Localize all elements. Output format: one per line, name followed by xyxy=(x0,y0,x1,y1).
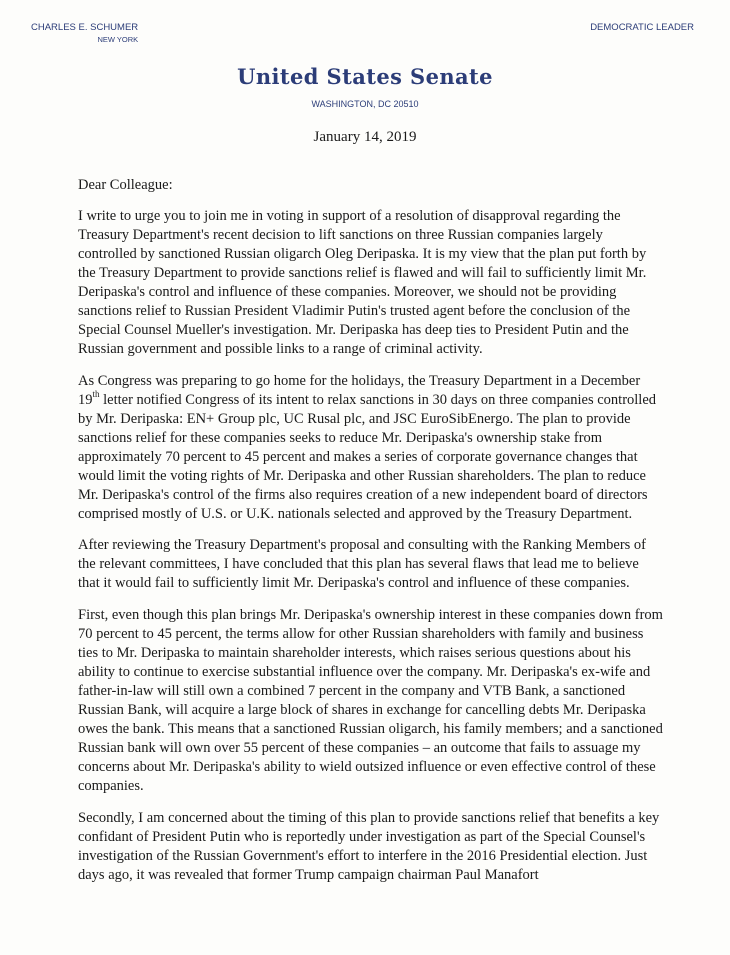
senator-block xyxy=(31,21,138,45)
paragraph-2-part2: letter notified Congress of its intent to relax sanctions in 30 days on three companies controlled by Mr. Deripaska: EN+ Group plc, UC Rusal plc, and JSC EuroSibEnergo. The plan to provide sanctions relief for these companies seeks to reduce Mr. Deripaska's ownership stake from approximately 70 percent to 45 percent and makes a series of corporate governance changes that would limit the voting rights of Mr. Deripaska and other Russian shareholders. The plan to reduce Mr. Deripaska's control of the firms also requires creation of a new independent board of directors comprised mostly of U.S. or U.K. nationals selected and approved by the Treasury Department. xyxy=(78,391,657,522)
senator-state: NEW YORK xyxy=(97,35,139,44)
letter-body xyxy=(78,176,664,897)
letter-date: January 14, 2019 xyxy=(313,129,417,145)
paragraph-1: I write to urge you to join me in voting in support of a resolution of disapproval regarding the Treasury Department's recent decision to lift sanctions on three Russian companies largely controlled by sanctioned Russian oligarch Oleg Deripaska. It is my view that the plan put forth by the Treasury Department to provide sanctions relief is flawed and will fail to sufficiently limit Mr. Deripaska's control and influence of these companies. Moreover, we should not be providing sanctions relief to Russian President Vladimir Putin's trusted agent before the conclusion of the Special Counsel Mueller's investigation. Mr. Deripaska has deep ties to President Putin and the Russian government and possible links to a range of criminal activity. xyxy=(78,208,647,357)
ordinal-superscript: th xyxy=(92,388,100,399)
paragraph-2-part1: As Congress was preparing to go home for the holidays, the Treasury Department in a December 19 xyxy=(78,372,641,408)
paragraph-4: First, even though this plan brings Mr. Deripaska's ownership interest in these companies down from 70 percent to 45 percent, the terms allow for other Russian shareholders with family and business ties to Mr. Deripaska to maintain shareholder interests, which raises serious questions about his ability to continue to exercise substantial influence over the company. Mr. Deripaska's ex-wife and father-in-law will still own a combined 7 percent in the company and VTB Bank, a sanctioned Russian Bank, will acquire a large block of shares in exchange for cancelling debts Mr. Deripaska owes the bank. This means that a sanctioned Russian oligarch, his family members; and a sanctioned Russian bank will own over 55 percent of these companies – an outcome that fails to assuage my concerns about Mr. Deripaska's ability to wield outsized influence or even effective control of these companies. xyxy=(78,607,663,795)
paragraph-5: Secondly, I am concerned about the timing of this plan to provide sanctions relief that benefits a key confidant of President Putin who is reportedly under investigation as part of the Special Counsel's investigation of the Russian Government's effort to interfere in the 2016 Presidential election. Just days ago, it was revealed that former Trump campaign chairman Paul Manafort xyxy=(78,809,660,883)
paragraph-3: After reviewing the Treasury Department's proposal and consulting with the Ranking Members of the relevant committees, I have concluded that this plan has several flaws that lead me to believe that it would fail to sufficiently limit Mr. Deripaska's control and influence of these companies. xyxy=(78,537,646,592)
senate-address: WASHINGTON, DC 20510 xyxy=(311,99,419,109)
paragraph-2 xyxy=(78,372,664,524)
salutation: Dear Colleague: xyxy=(78,177,173,193)
senator-name: CHARLES E. SCHUMER xyxy=(31,22,139,33)
senate-letterhead-title: United States Senate xyxy=(237,64,493,89)
senator-title: DEMOCRATIC LEADER xyxy=(590,22,694,33)
